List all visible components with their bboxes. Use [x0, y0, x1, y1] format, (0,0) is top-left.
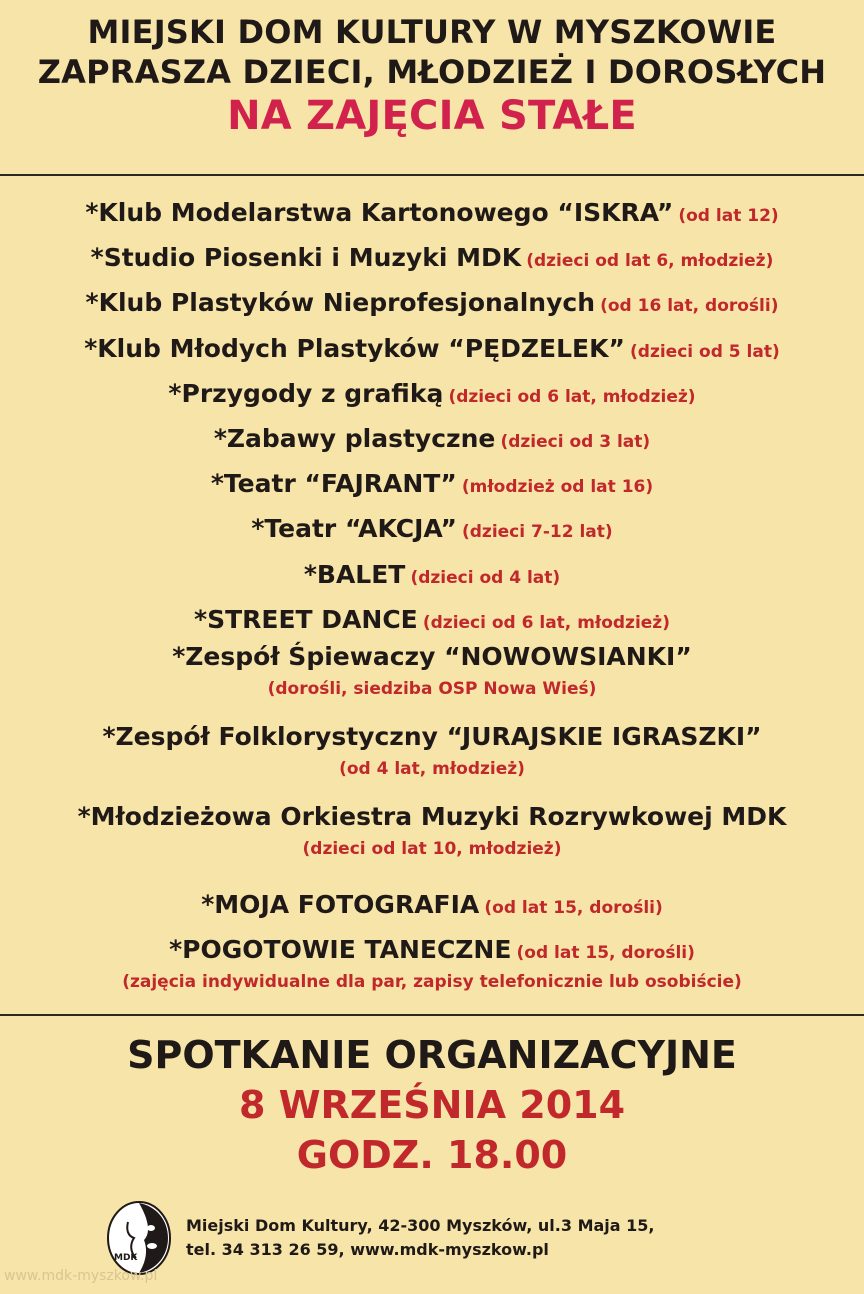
- classes-list: [0, 190, 864, 992]
- class-name: *POGOTOWIE TANECZNE: [169, 935, 512, 965]
- poster-header: [0, 12, 864, 138]
- class-name: *Klub Plastyków Nieprofesjonalnych: [85, 288, 596, 318]
- class-item: [0, 552, 864, 597]
- address-block: [186, 1214, 654, 1262]
- watermark: www.mdk-myszkow.pl: [4, 1268, 158, 1284]
- header-line-3: NA ZAJĘCIA STAŁE: [227, 93, 637, 139]
- class-item: [0, 642, 864, 722]
- logo-text: MDK: [114, 1253, 138, 1263]
- class-name: *Klub Młodych Plastyków “PĘDZELEK”: [84, 333, 625, 363]
- meeting-date: 8 WRZEŚNIA 2014: [238, 1083, 626, 1127]
- class-item: [0, 927, 864, 972]
- class-item: [0, 506, 864, 551]
- class-age: (od 4 lat, młodzież): [339, 758, 525, 779]
- class-item: [0, 882, 864, 927]
- class-age: (dorośli, siedziba OSP Nowa Wieś): [267, 678, 597, 699]
- class-age: (dzieci od 6 lat, młodzież): [448, 386, 696, 407]
- class-item: [0, 235, 864, 280]
- meeting-title: SPOTKANIE ORGANIZACYJNE: [127, 1033, 737, 1077]
- class-age: (od 16 lat, dorośli): [600, 296, 779, 317]
- class-age: (od lat 15, dorośli): [484, 897, 663, 918]
- class-age: (od lat 12): [678, 206, 779, 226]
- class-age: (od lat 15, dorośli): [516, 943, 695, 964]
- class-name: *Młodzieżowa Orkiestra Muzyki Rozrywkowej MDK: [77, 801, 787, 831]
- class-item: [0, 461, 864, 506]
- class-age: (dzieci od 5 lat): [630, 341, 780, 362]
- class-age: (dzieci od lat 10, młodzież): [302, 838, 562, 859]
- class-name: *Przygody z grafiką: [168, 378, 444, 408]
- class-item: [0, 802, 864, 882]
- class-item: [0, 280, 864, 325]
- class-age: (dzieci od 6 lat, młodzież): [422, 612, 670, 633]
- class-item: [0, 597, 864, 642]
- classes-note: (zajęcia indywidualne dla par, zapisy telefonicznie lub osobiście): [122, 972, 742, 993]
- class-item: [0, 190, 864, 235]
- address-line-1: Miejski Dom Kultury, 42-300 Myszków, ul.3 Maja 15,: [186, 1216, 655, 1235]
- class-age: (dzieci od lat 6, młodzież): [526, 251, 774, 272]
- class-name: *MOJA FOTOGRAFIA: [201, 889, 480, 919]
- divider-top: [0, 174, 864, 176]
- class-age: (dzieci od 3 lat): [500, 431, 651, 452]
- class-name: *BALET: [303, 559, 406, 589]
- divider-bottom: [0, 1014, 864, 1016]
- class-name: *Zespół Folklorystyczny “JURAJSKIE IGRASZKI”: [102, 721, 762, 751]
- header-line-1: MIEJSKI DOM KULTURY W MYSZKOWIE: [87, 13, 777, 51]
- class-item: [0, 722, 864, 802]
- footer: [106, 1200, 806, 1280]
- mdk-logo-icon: [106, 1200, 172, 1276]
- class-name: *STREET DANCE: [194, 604, 418, 634]
- class-item: [0, 326, 864, 371]
- class-name: *Klub Modelarstwa Kartonowego “ISKRA”: [85, 198, 674, 227]
- meeting-time: GODZ. 18.00: [296, 1133, 568, 1177]
- class-age: (dzieci 7-12 lat): [461, 522, 613, 543]
- header-line-2: ZAPRASZA DZIECI, MŁODZIEŻ I DOROSŁYCH: [37, 53, 827, 91]
- class-item: [0, 371, 864, 416]
- class-name: *Zespół Śpiewaczy “NOWOWSIANKI”: [172, 641, 692, 671]
- meeting-info: [0, 1030, 864, 1180]
- class-item: [0, 416, 864, 461]
- class-age: (młodzież od lat 16): [461, 477, 654, 498]
- class-name: *Teatr “FAJRANT”: [210, 469, 457, 499]
- class-age: (dzieci od 4 lat): [410, 567, 561, 588]
- class-name: *Studio Piosenki i Muzyki MDK: [90, 243, 522, 273]
- class-name: *Zabawy plastyczne: [213, 423, 496, 453]
- address-line-2: tel. 34 313 26 59, www.mdk-myszkow.pl: [186, 1240, 549, 1259]
- class-name: *Teatr “AKCJA”: [251, 514, 457, 544]
